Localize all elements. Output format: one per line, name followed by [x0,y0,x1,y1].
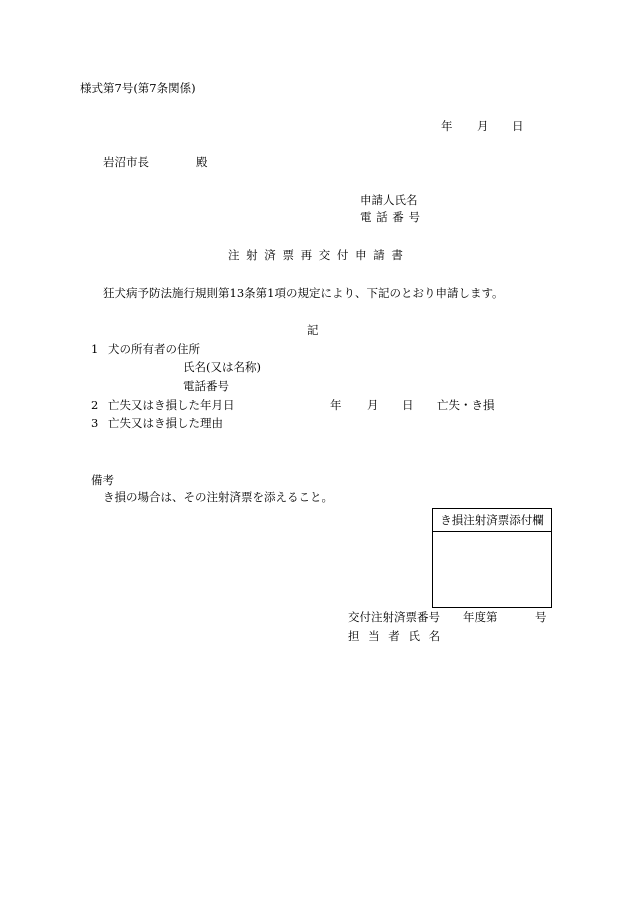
addressee-name: 岩沼市長 [103,155,149,169]
applicant-name-label: 申請人氏名 [360,193,418,207]
intro-text: 狂犬病予防法施行規則第13条第1項の規定により、下記のとおり申請します。 [103,286,504,300]
item-2-date-month: 月 [367,398,379,412]
attachment-box-header: き損注射済票添付欄 [433,509,551,532]
submission-date-year: 年 [441,119,453,133]
item-2-choice: 亡失・き損 [437,398,495,412]
document-title: 注 射 済 票 再 交 付 申 請 書 [228,248,403,262]
submission-date-day: 日 [512,119,524,133]
item-1-sub-name-label: 氏名(又は名称) [183,360,261,374]
item-2-date-day: 日 [402,398,414,412]
record-heading: 記 [307,323,319,337]
item-3-number: 3 [91,416,99,430]
remarks-note: き損の場合は、その注射済票を添えること。 [103,490,333,504]
submission-date-month: 月 [477,119,489,133]
item-1-sub-phone-label: 電話番号 [183,379,229,393]
applicant-phone-label: 電 話 番 号 [360,210,420,224]
issued-tag-label: 交付注射済票番号 [348,610,440,624]
issued-tag-number-suffix: 号 [535,610,547,624]
item-2-number: 2 [91,398,99,412]
addressee-honorific: 殿 [196,155,208,169]
attachment-box [432,508,552,608]
item-2-label: 亡失又はき損した年月日 [108,398,235,412]
issued-tag-year-label: 年度第 [463,610,498,624]
item-1-label: 犬の所有者の住所 [108,342,200,356]
item-2-date-year: 年 [330,398,342,412]
remarks-heading: 備考 [91,473,114,487]
item-3-label: 亡失又はき損した理由 [108,416,223,430]
form-number: 様式第7号(第7条関係) [80,81,196,95]
staff-name-label: 担 当 者 氏 名 [348,629,441,643]
item-1-number: 1 [91,342,99,356]
